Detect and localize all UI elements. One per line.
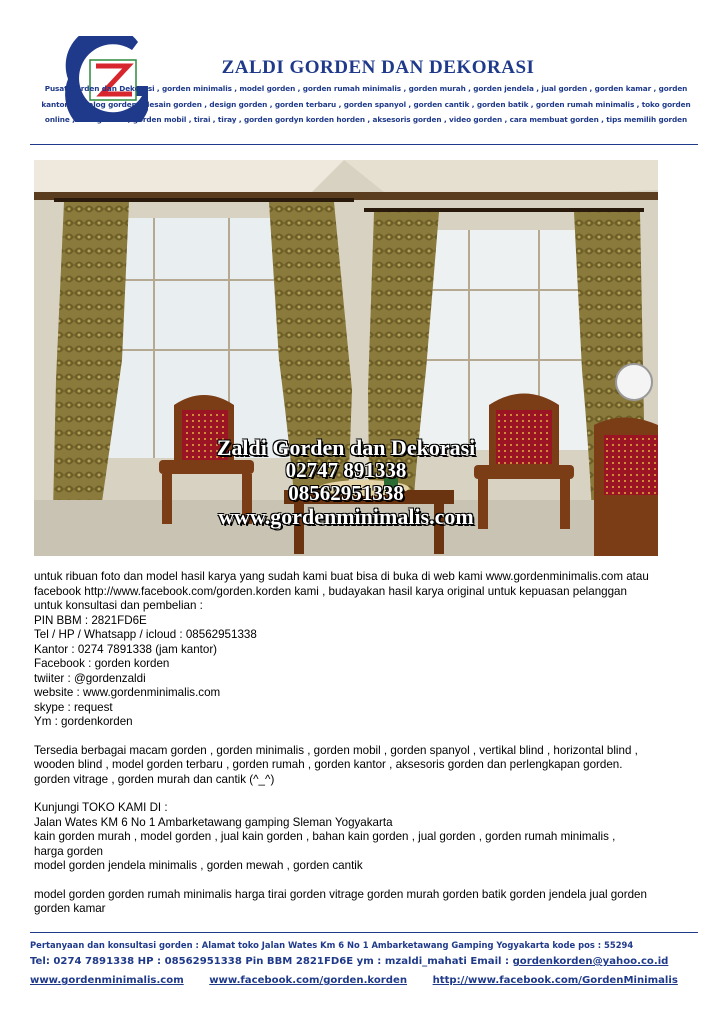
body-text <box>34 570 694 931</box>
text-line: Tel / HP / Whatsapp / icloud : 08562951338 <box>34 628 257 641</box>
text-line: PIN BBM : 2821FD6E <box>34 613 147 627</box>
contact-paragraph <box>34 570 694 730</box>
footer-divider <box>30 932 698 933</box>
text-line: skype : request <box>34 700 113 714</box>
text-line: model gorden gorden rumah minimalis harga tirai gorden vitrage gorden murah gorden batik gorden jendela jual gorden <box>34 887 647 901</box>
text-line: Kunjungi TOKO KAMI DI : <box>34 801 168 814</box>
photo-watermark-text <box>34 436 658 528</box>
footer-link-facebook-korden[interactable]: www.facebook.com/gorden.korden <box>209 975 408 986</box>
text-line: harga gorden <box>34 844 103 858</box>
keyword-list <box>36 81 696 128</box>
text-line: untuk konsultasi dan pembelian : <box>34 599 203 612</box>
text-line: untuk ribuan foto dan model hasil karya yang sudah kami buat bisa di buka di web kami www.gordenminimalis.com atau <box>34 570 649 583</box>
address-paragraph <box>34 801 694 874</box>
footer-address: Pertanyaan dan konsultasi gorden : Alamat toko Jalan Wates Km 6 No 1 Ambarketawang Gamping Yogyakarta kode pos : 55294 <box>30 940 634 950</box>
page-footer <box>30 932 698 990</box>
overlay-phone-office: 02747 891338 <box>285 458 407 482</box>
text-line: facebook http://www.facebook.com/gorden.korden kami , budayakan hasil karya original untuk kepuasan pelanggan <box>34 584 627 598</box>
keywords-paragraph <box>34 888 694 917</box>
keyword-line: Pusat Gorden dan Dekorasi , gorden minimalis , model gorden , gorden rumah minimalis , gorden murah , gorden jendela , jual gorden , gorden kamar , gorden <box>44 84 688 93</box>
text-line: website : www.gordenminimalis.com <box>34 686 221 699</box>
keyword-line: kantor , katalog gorden , desain gorden , design gorden , gorden terbaru , gorden spanyol , gorden cantik , gorden batik , gorden rumah minimalis , toko gorden <box>41 99 691 109</box>
footer-link-website[interactable]: www.gordenminimalis.com <box>30 975 184 986</box>
overlay-website: www.gordenminimalis.com <box>218 504 474 529</box>
footer-link-facebook-minimalis[interactable]: http://www.facebook.com/GordenMinimalis <box>432 975 678 986</box>
footer-email-link[interactable]: gordenkorden@yahoo.co.id <box>512 956 669 967</box>
text-line: twiiter : @gordenzaldi <box>34 671 146 685</box>
text-line: Jalan Wates KM 6 No 1 Ambarketawang gamping Sleman Yogyakarta <box>34 815 393 829</box>
overlay-phone-mobile: 08562951338 <box>288 481 404 505</box>
footer-links <box>30 971 698 990</box>
footer-contact <box>30 952 698 971</box>
header-divider <box>30 144 698 145</box>
text-line: Ym : gordenkorden <box>34 715 133 728</box>
keyword-line: online , kain gorden , gorden mobil , tirai , tiray , gorden gordyn korden horden , aksesoris gorden , video gorden , cara membuat gorden , tips memilih gorden <box>44 115 688 124</box>
page-header <box>0 0 728 150</box>
text-line: Kantor : 0274 7891338 (jam kantor) <box>34 642 218 656</box>
text-line: Tersedia berbagai macam gorden , gorden minimalis , gorden mobil , gorden spanyol , vertikal blind , horizontal blind , <box>34 743 638 757</box>
text-line: model gorden jendela minimalis , gorden mewah , gorden cantik <box>34 859 363 872</box>
text-line: kain gorden murah , model gorden , jual kain gorden , bahan kain gorden , jual gorden , gorden rumah minimalis , <box>34 830 616 843</box>
room-photo <box>34 160 658 556</box>
footer-contact-text: Tel: 0274 7891338 HP : 08562951338 Pin BBM 2821FD6E ym : mzaldi_mahati Email : <box>30 956 513 967</box>
text-line: gorden vitrage , gorden murah dan cantik (^_^) <box>34 772 275 786</box>
site-title: ZALDI GORDEN DAN DEKORASI <box>221 57 535 78</box>
products-paragraph <box>34 744 694 788</box>
overlay-company: Zaldi Gorden dan Dekorasi <box>216 435 476 460</box>
text-line: wooden blind , model gorden terbaru , gorden rumah , gorden kantor , aksesoris gorden dan perlengkapan gorden. <box>34 758 623 771</box>
text-line: Facebook : gorden korden <box>34 657 170 670</box>
text-line: gorden kamar <box>34 902 106 915</box>
